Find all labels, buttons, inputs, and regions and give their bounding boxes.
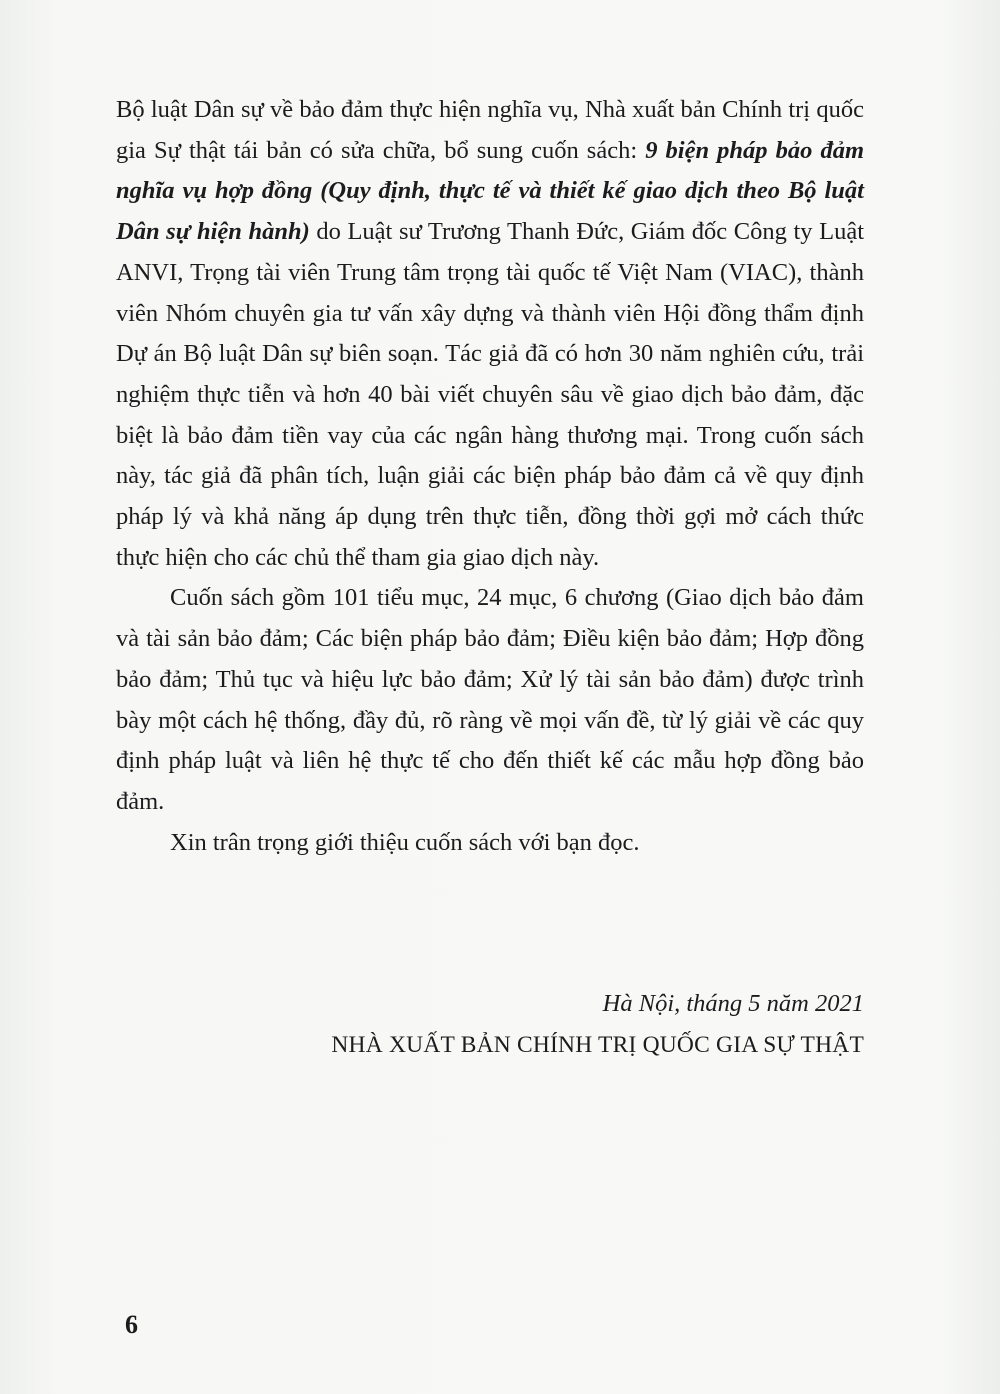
body-text [116,90,864,863]
paragraph-1 [116,90,864,578]
paragraph-1-rest: do Luật sư Trương Thanh Đức, Giám đốc Công ty Luật ANVI, Trọng tài viên Trung tâm trọng tài quốc tế Việt Nam (VIAC), thành viên Nhóm chuyên gia tư vấn xây dựng và thành viên Hội đồng thẩm định Dự án Bộ luật Dân sự biên soạn. Tác giả đã có hơn 30 năm nghiên cứu, trải nghiệm thực tiễn và hơn 40 bài viết chuyên sâu về giao dịch bảo đảm, đặc biệt là bảo đảm tiền vay của các ngân hàng thương mại. Trong cuốn sách này, tác giả đã phân tích, luận giải các biện pháp bảo đảm cả về quy định pháp lý và khả năng áp dụng trên thực tiễn, đồng thời gợi mở cách thức thực hiện cho các chủ thể tham gia giao dịch này. [116,218,864,571]
paragraph-3: Xin trân trọng giới thiệu cuốn sách với bạn đọc. [170,828,640,856]
paragraph-2: Cuốn sách gồm 101 tiểu mục, 24 mục, 6 chương (Giao dịch bảo đảm và tài sản bảo đảm; Các biện pháp bảo đảm; Điều kiện bảo đảm; Hợp đồng bảo đảm; Thủ tục và hiệu lực bảo đảm; Xử lý tài sản bảo đảm) được trình bày một cách hệ thống, đầy đủ, rõ ràng về mọi vấn đề, từ lý giải về các quy định pháp luật và liên hệ thực tế cho đến thiết kế các mẫu hợp đồng bảo đảm. [116,584,864,815]
signature-date: Hà Nội, tháng 5 năm 2021 [602,990,864,1017]
paragraph-1-intro: Bộ luật Dân sự về bảo đảm thực hiện nghĩa vụ, Nhà xuất bản Chính trị quốc gia Sự thật tái bản có sửa chữa, bổ sung cuốn sách: [116,96,864,164]
book-title: 9 biện pháp bảo đảm nghĩa vụ hợp đồng (Quy định, thực tế và thiết kế giao dịch theo Bộ luật Dân sự hiện hành) [116,136,864,246]
signature-publisher: NHÀ XUẤT BẢN CHÍNH TRỊ QUỐC GIA SỰ THẬT [331,1032,864,1058]
page-number: 6 [125,1310,138,1339]
